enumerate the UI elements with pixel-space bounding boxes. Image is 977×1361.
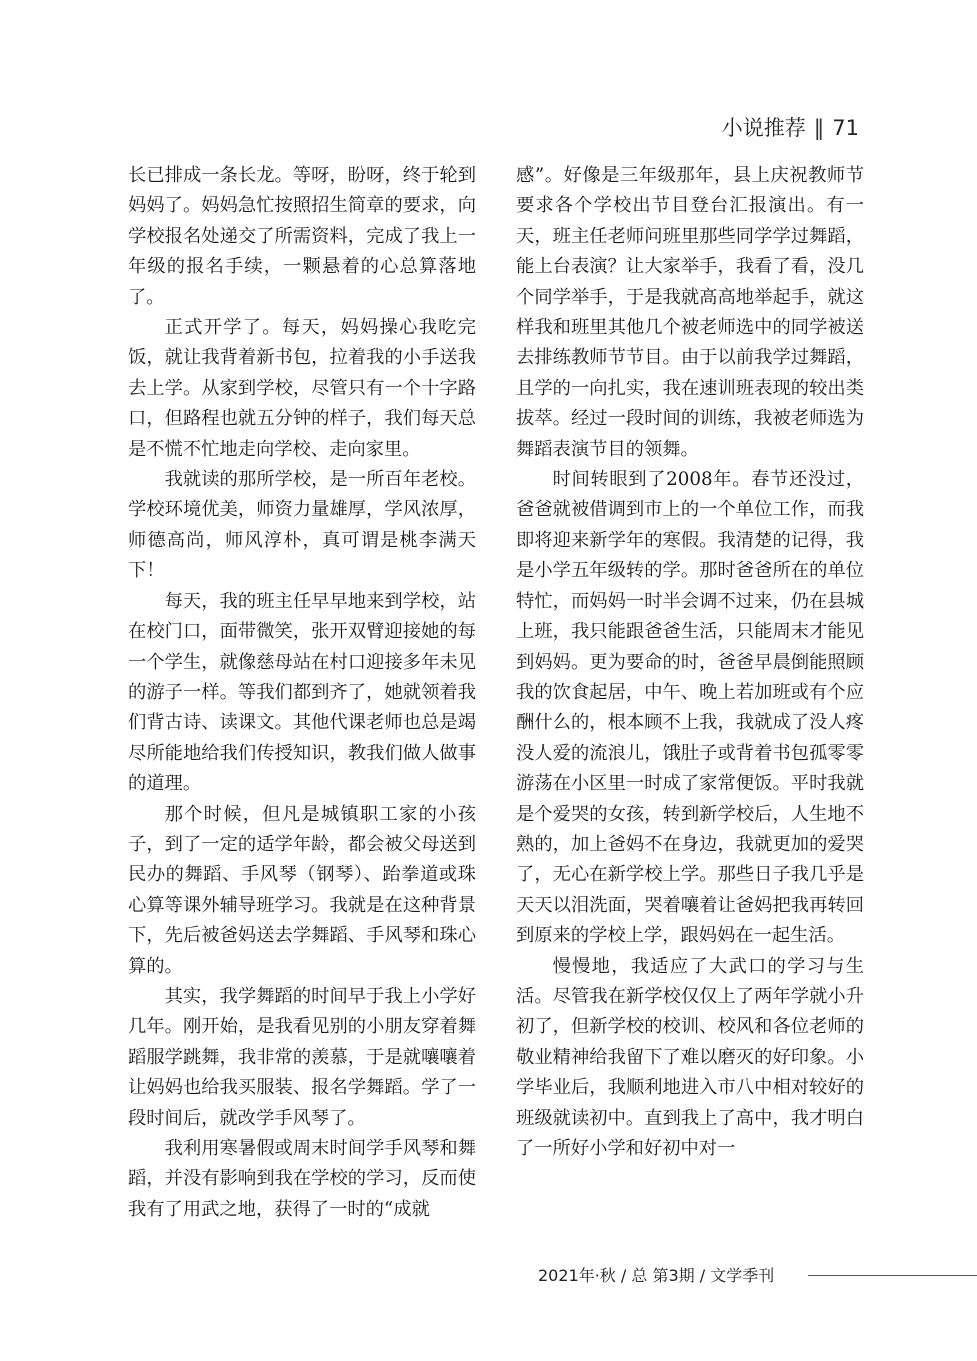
paragraph: 我就读的那所学校，是一所百年老校。学校环境优美，师资力量雄厚，学风浓厚，师德高尚，师风淳朴，真可谓是桃李满天下！ — [128, 469, 476, 582]
paragraph: 慢慢地，我适应了大武口的学习与生活。尽管我在新学校仅仅上了两年学就小升初了，但新学校的校训、校风和各位老师的敬业精神给我留下了难以磨灭的好印象。小学毕业后，我顺利地进入市八中相对较好的班级就读初中。直到我上了高中，我才明白了一所好小学和好初中对一 — [516, 955, 864, 1159]
paragraph: 每天，我的班主任早早地来到学校，站在校门口，面带微笑，张开双臂迎接她的每一个学生，就像慈母站在村口迎接多年未见的游子一样。等我们都到齐了，她就领着我们背古诗、读课文。其他代课老师也总是竭尽所能地给我们传授知识，教我们做人做事的道理。 — [128, 590, 476, 795]
page-number: 71 — [832, 116, 859, 140]
running-header — [722, 112, 859, 142]
paragraph: 我利用寒暑假或周末时间学手风琴和舞蹈，并没有影响到我在学校的学习，反而使我有了用武之地，获得了一时的“成就 — [128, 1138, 476, 1220]
paragraph: 时间转眼到了2008年。春节还没过，爸爸就被借调到市上的一个单位工作，而我即将迎来新学年的寒假。我清楚的记得，我是小学五年级转的学。那时爸爸所在的单位特忙，而妈妈一时半会调不过来，仍在县城上班，我只能跟爸爸生活，只能周末才能见到妈妈。更为要命的时，爸爸早晨倒能照顾我的饮食起居，中午、晚上若加班或有个应酬什么的，根本顾不上我，我就成了没人疼没人爱的流浪儿，饿肚子或背着书包孤零零游荡在小区里一时成了家常便饭。平时我就是个爱哭的女孩，转到新学校后，人生地不熟的，加上爸妈不在身边，我就更加的爱哭了，无心在新学校上学。那些日子我几乎是天天以泪洗面，哭着嚷着让爸妈把我再转回到原来的学校上学，跟妈妈在一起生活。 — [516, 469, 864, 947]
paragraph: 感”。好像是三年级那年，县上庆祝教师节要求各个学校出节目登台汇报演出。有一天，班主任老师问班里那些同学学过舞蹈，能上台表演？让大家举手，我看了看，没几个同学举手，于是我就高高地举起手，就这样我和班里其他几个被老师选中的同学被送去排练教师节节目。由于以前我学过舞蹈，且学的一向扎实，我在速训班表现的较出类拔萃。经过一段时间的训练，我被老师选为舞蹈表演节目的领舞。 — [516, 165, 864, 460]
paragraph: 那个时候，但凡是城镇职工家的小孩子，到了一定的适学年龄，都会被父母送到民办的舞蹈、手风琴（钢琴）、跆拳道或珠心算等课外辅导班学习。我就是在这种背景下，先后被爸妈送去学舞蹈、手风琴和珠心算的。 — [128, 803, 476, 977]
header-separator: ‖ — [813, 116, 825, 140]
right-column — [516, 161, 864, 1164]
footer-issue-info: 2021年·秋 / 总 第3期 / 文学季刊 — [538, 1266, 775, 1285]
paragraph: 其实，我学舞蹈的时间早于我上小学好几年。刚开始，是我看见别的小朋友穿着舞蹈服学跳舞，我非常的羡慕，于是就嚷嚷着让妈妈也给我买服装、报名学舞蹈。学了一段时间后，就改学手风琴了。 — [128, 985, 476, 1129]
paragraph: 长已排成一条长龙。等呀，盼呀，终于轮到妈妈了。妈妈急忙按照招生简章的要求，向学校报名处递交了所需资料，完成了我上一年级的报名手续，一颗悬着的心总算落地了。 — [128, 165, 476, 308]
footer-rule — [808, 1275, 977, 1276]
left-column — [128, 161, 476, 1225]
section-title: 小说推荐 — [721, 116, 806, 140]
paragraph: 正式开学了。每天，妈妈操心我吃完饭，就让我背着新书包，拉着我的小手送我去上学。从家到学校，尽管只有一个十字路口，但路程也就五分钟的样子，我们每天总是不慌不忙地走向学校、走向家里。 — [128, 317, 476, 460]
